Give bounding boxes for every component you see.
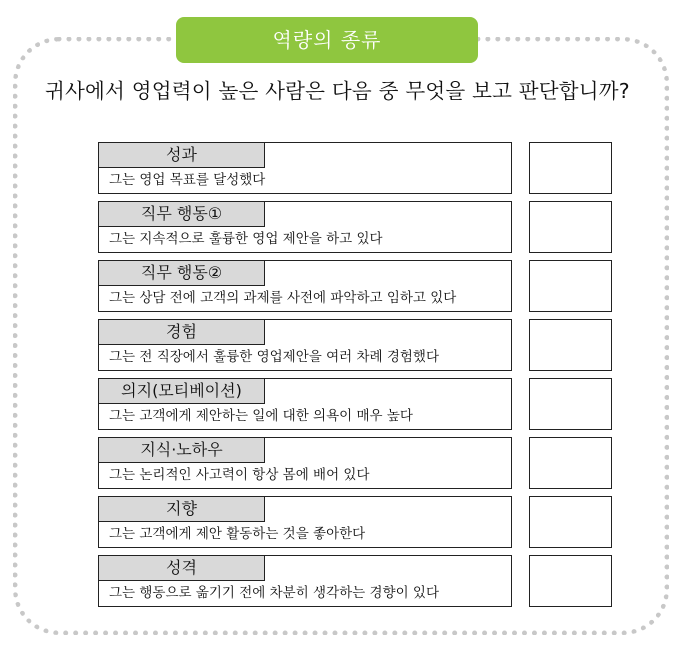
competency-description: 그는 논리적인 사고력이 항상 몸에 배어 있다 xyxy=(109,467,370,483)
competency-row xyxy=(98,555,612,607)
competency-label: 경험 xyxy=(99,320,265,345)
competency-label: 성격 xyxy=(99,556,265,581)
competency-description: 그는 전 직장에서 훌륭한 영업제안을 여러 차례 경험했다 xyxy=(109,349,439,365)
answer-box[interactable] xyxy=(529,496,612,548)
competency-label: 성과 xyxy=(99,143,265,168)
competency-description: 그는 지속적으로 훌륭한 영업 제안을 하고 있다 xyxy=(109,231,383,247)
competency-item-box xyxy=(98,260,512,312)
title-tab: 역량의 종류 xyxy=(176,17,478,63)
competency-item-box xyxy=(98,142,512,194)
competency-description: 그는 영업 목표를 달성했다 xyxy=(109,172,266,188)
competency-label: 지향 xyxy=(99,497,265,522)
competency-row xyxy=(98,201,612,253)
competency-label: 지식·노하우 xyxy=(99,438,265,463)
answer-box[interactable] xyxy=(529,201,612,253)
competency-item-box xyxy=(98,437,512,489)
competency-row xyxy=(98,496,612,548)
competency-label: 직무 행동① xyxy=(99,202,265,227)
competency-description: 그는 상담 전에 고객의 과제를 사전에 파악하고 임하고 있다 xyxy=(109,290,457,306)
competency-label: 직무 행동② xyxy=(99,261,265,286)
answer-box[interactable] xyxy=(529,142,612,194)
competency-item-box xyxy=(98,496,512,548)
competency-item-box xyxy=(98,555,512,607)
answer-box[interactable] xyxy=(529,555,612,607)
competency-row xyxy=(98,142,612,194)
competency-row xyxy=(98,319,612,371)
answer-box[interactable] xyxy=(529,437,612,489)
competency-description: 그는 행동으로 옮기기 전에 차분히 생각하는 경향이 있다 xyxy=(109,585,439,601)
competency-label: 의지(모티베이션) xyxy=(99,379,265,404)
competency-description: 그는 고객에게 제안하는 일에 대한 의욕이 매우 높다 xyxy=(109,408,413,424)
competency-item-box xyxy=(98,378,512,430)
competency-row xyxy=(98,437,612,489)
competency-description: 그는 고객에게 제안 활동하는 것을 좋아한다 xyxy=(109,526,366,542)
competency-row xyxy=(98,260,612,312)
competency-row xyxy=(98,378,612,430)
answer-box[interactable] xyxy=(529,378,612,430)
competency-item-box xyxy=(98,201,512,253)
competency-item-box xyxy=(98,319,512,371)
answer-box[interactable] xyxy=(529,260,612,312)
question-text: 귀사에서 영업력이 높은 사람은 다음 중 무엇을 보고 판단합니까? xyxy=(45,79,630,103)
answer-box[interactable] xyxy=(529,319,612,371)
